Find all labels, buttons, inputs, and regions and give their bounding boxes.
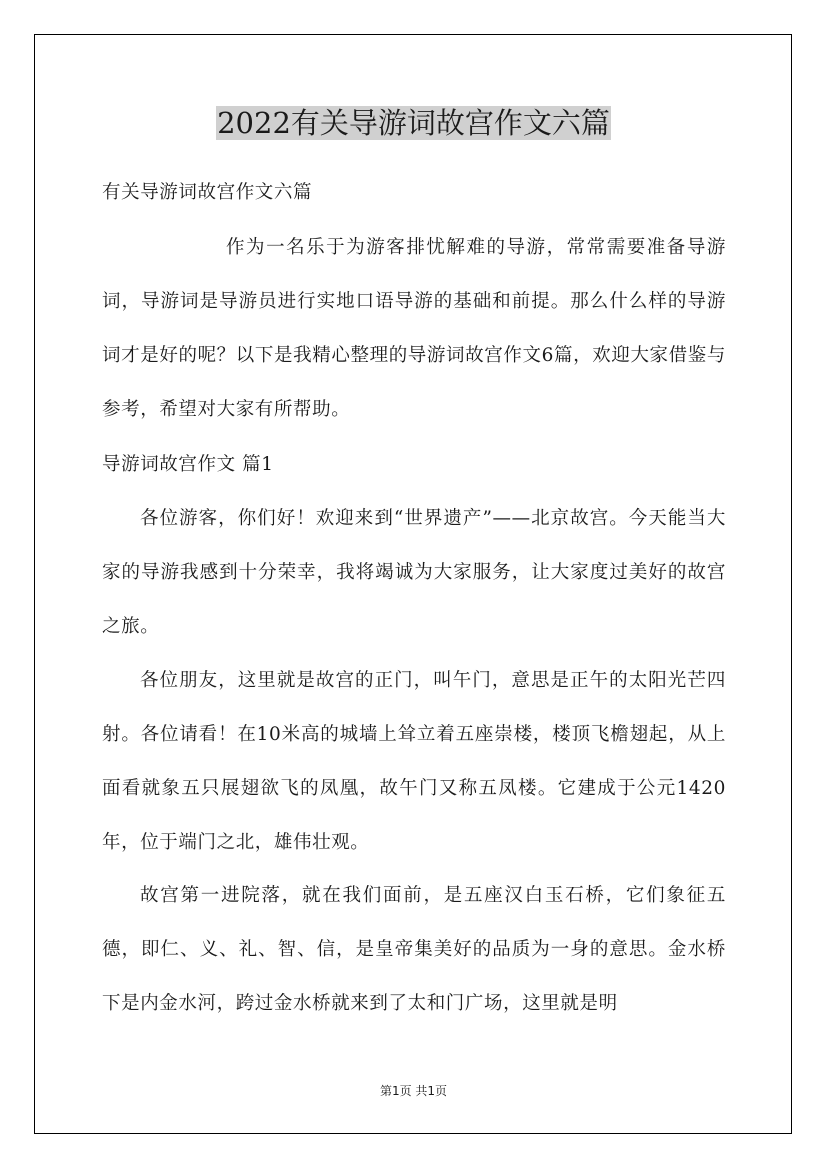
body-paragraph-2: 各位朋友，这里就是故宫的正门，叫午门，意思是正午的太阳光芒四射。各位请看！在10米高的城墙上耸立着五座崇楼，楼顶飞檐翅起，从上面看就象五只展翅欲飞的凤凰，故午门又称五凤楼。它建成于公元1420年，位于端门之北，雄伟壮观。	[102, 670, 726, 853]
body-paragraph-3: 故宫第一进院落，就在我们面前，是五座汉白玉石桥，它们象征五德，即仁、义、礼、智、信，是皇帝集美好的品质为一身的意思。金水桥下是内金水河，跨过金水桥就来到了太和门广场，这里就是明	[102, 885, 726, 1014]
document-title: 2022有关导游词故宫作文六篇	[217, 106, 610, 140]
document-title-wrap	[0, 104, 827, 142]
body-paragraph-1: 各位游客，你们好！欢迎来到“世界遗产”——北京故宫。今天能当大家的导游我感到十分荣幸，我将竭诚为大家服务，让大家度过美好的故宫之旅。	[102, 508, 726, 637]
page-footer: 第1页 共1页	[379, 1084, 448, 1098]
section-heading: 导游词故宫作文 篇1	[102, 454, 274, 475]
document-subtitle: 有关导游词故宫作文六篇	[102, 182, 313, 203]
intro-paragraph: 作为一名乐于为游客排忧解难的导游，常常需要准备导游词，导游词是导游员进行实地口语导游的基础和前提。那么什么样的导游词才是好的呢？以下是我精心整理的导游词故宫作文6篇，欢迎大家借鉴与参考，希望对大家有所帮助。	[102, 237, 726, 420]
